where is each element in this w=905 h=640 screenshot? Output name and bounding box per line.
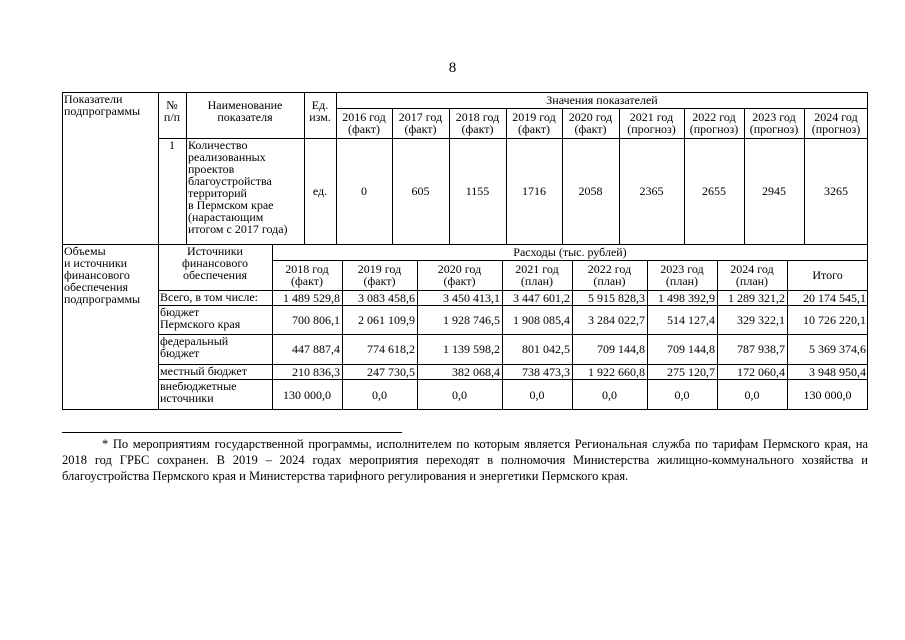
indicator-name-header: Наименование показателя (207, 98, 283, 124)
financing-source-label: Всего, в том числе: (160, 290, 258, 304)
financing-value: 3 447 601,2 (513, 290, 570, 305)
financing-total-header: Итого (812, 268, 843, 282)
financing-value: 0,0 (452, 387, 467, 402)
financing-value: 0,0 (372, 387, 387, 402)
financing-year-header: 2020 год (факт) (437, 262, 482, 288)
financing-value: 210 836,3 (292, 364, 340, 379)
sources-header: Источники финансового обеспечения (182, 244, 248, 282)
indicator-value: 605 (411, 184, 430, 198)
financing-value: 447 887,4 (292, 342, 340, 356)
financing-value: 0,0 (529, 387, 545, 402)
financing-value: 0,0 (744, 387, 760, 402)
financing-year-header: 2022 год (план) (587, 262, 632, 288)
footnote-divider (62, 432, 402, 433)
indicator-name: Количество реализованных проектов благоустройства территорий в Пермском крае (нарастающим итогом с 2017 года) (188, 138, 288, 236)
unit-header: Ед. изм. (309, 98, 331, 124)
financing-total-value: 130 000,0 (803, 387, 852, 402)
indicator-value: 2945 (762, 184, 786, 198)
indicator-value: 1155 (465, 184, 490, 198)
indicator-value: 0 (361, 184, 367, 198)
financing-value: 774 618,2 (367, 342, 415, 356)
indicator-year-header: 2021 год (прогноз) (627, 110, 676, 136)
financing-year-header: 2019 год (факт) (357, 262, 402, 288)
financing-source-label: внебюджетные источники (160, 379, 237, 405)
financing-value: 382 068,4 (452, 364, 500, 379)
indicator-value: 1716 (522, 184, 546, 198)
financing-year-header: 2021 год (план) (515, 262, 559, 288)
financing-value: 0,0 (674, 387, 690, 402)
financing-value: 1 928 746,5 (443, 312, 500, 327)
financing-value: 738 473,3 (522, 364, 570, 379)
financing-value: 1 489 529,8 (283, 290, 340, 305)
financing-value: 1 922 660,8 (588, 364, 645, 379)
financing-source-label: местный бюджет (160, 364, 247, 378)
financing-value: 0,0 (602, 387, 617, 402)
financing-value: 3 450 413,1 (443, 290, 500, 305)
indicator-unit: ед. (312, 184, 328, 198)
financing-value: 1 908 085,4 (513, 312, 570, 327)
financing-value: 130 000,0 (283, 387, 331, 402)
financing-value: 709 144,8 (667, 342, 715, 356)
expenses-header: Расходы (тыс. рублей) (513, 245, 627, 259)
indicators-row-label: Показатели подпрограммы (64, 92, 141, 118)
financing-source-label: бюджет Пермского края (160, 305, 241, 331)
financing-row-label: Объемы и источники финансового обеспечения подпрограммы (64, 244, 141, 306)
financing-value: 329 322,1 (737, 312, 785, 327)
indicator-year-header: 2016 год (факт) (342, 110, 386, 136)
number-header: № п/п (163, 98, 181, 124)
financing-total-value: 20 174 545,1 (803, 290, 866, 305)
financing-value: 275 120,7 (667, 364, 715, 379)
financing-value: 1 139 598,2 (443, 342, 500, 356)
subprogram-passport-table (62, 92, 868, 410)
indicator-year-header: 2018 год (факт) (455, 110, 500, 136)
financing-source-label: федеральный бюджет (160, 334, 229, 360)
indicator-number: 1 (169, 138, 175, 152)
financing-total-value: 3 948 950,4 (809, 364, 866, 379)
indicator-year-header: 2019 год (факт) (512, 110, 556, 136)
indicator-year-header: 2024 год (прогноз) (811, 110, 861, 136)
financing-year-header: 2018 год (факт) (285, 262, 329, 288)
footnote: * По мероприятиям государственной программы, исполнителем по которым является Региональная служба по тарифам Пермского края, на 2018 год ГРБС сохранен. В 2019 – 2024 годах мероприятия переходят в полномочия Министерства жилищно-коммунального хозяйства и благоустройства Пермского края и Министерства тарифного регулирования и энергетики Пермского края. (62, 437, 868, 483)
financing-value: 3 284 022,7 (588, 312, 645, 327)
financing-value: 787 938,7 (737, 342, 785, 356)
financing-value: 700 806,1 (292, 312, 340, 327)
financing-value: 3 083 458,6 (358, 290, 415, 305)
indicator-year-header: 2017 год (факт) (398, 110, 443, 136)
indicator-year-header: 2023 год (прогноз) (749, 110, 799, 136)
indicator-value: 2058 (578, 184, 603, 198)
financing-value: 1 289 321,2 (728, 290, 785, 305)
page-number: 8 (448, 60, 457, 76)
indicator-values-header: Значения показателей (546, 93, 658, 107)
financing-year-header: 2023 год (план) (660, 262, 704, 288)
financing-value: 5 915 828,3 (588, 290, 645, 305)
financing-total-value: 10 726 220,1 (803, 312, 866, 327)
financing-value: 1 498 392,9 (658, 290, 715, 305)
financing-value: 514 127,4 (667, 312, 715, 327)
indicator-value: 3265 (824, 184, 848, 198)
financing-year-header: 2024 год (план) (730, 262, 774, 288)
financing-value: 709 144,8 (597, 342, 645, 356)
financing-value: 2 061 109,9 (358, 312, 415, 327)
financing-value: 801 042,5 (522, 342, 570, 356)
indicator-year-header: 2020 год (факт) (568, 110, 613, 136)
financing-total-value: 5 369 374,6 (809, 342, 866, 356)
indicator-year-header: 2022 год (прогноз) (689, 110, 739, 136)
financing-value: 247 730,5 (367, 364, 415, 379)
indicator-value: 2365 (639, 184, 664, 198)
financing-value: 172 060,4 (737, 364, 785, 379)
indicator-value: 2655 (702, 184, 726, 198)
